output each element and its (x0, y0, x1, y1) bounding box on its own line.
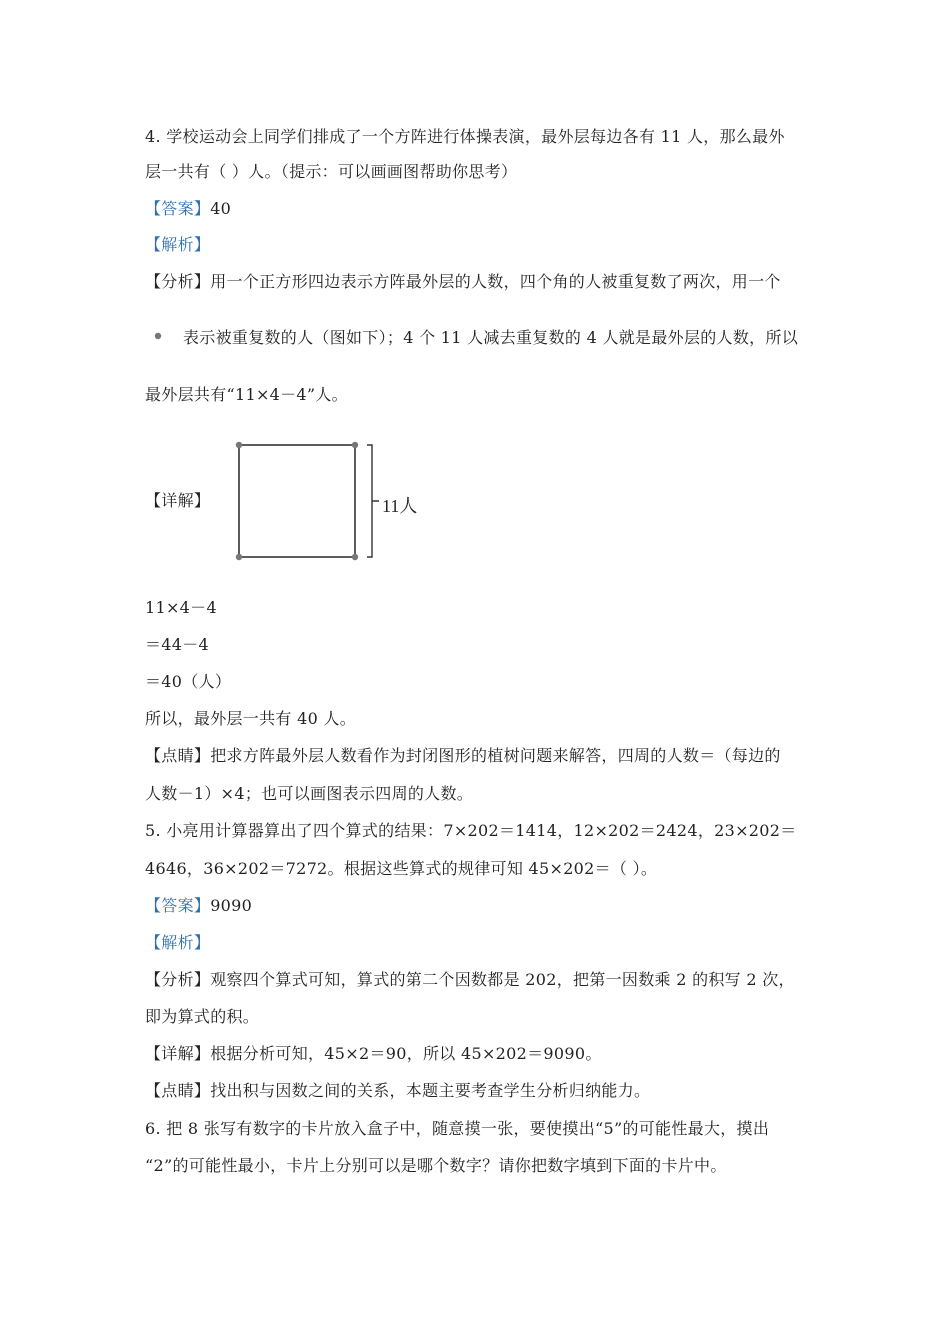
answer-tag: 【答案】 (145, 896, 211, 915)
dianjing-text: 找出积与因数之间的关系，本题主要考查学生分析归纳能力。 (210, 1081, 651, 1100)
q4-xiangjie-tag: 【详解】 (145, 491, 211, 510)
square-diagram (230, 435, 440, 570)
corner-dot (236, 442, 242, 448)
fenxi-text: 用一个正方形四边表示方阵最外层的人数，四个角的人被重复数了两次，用一个 (210, 272, 781, 291)
q4-calc-1: 11×4－4 (145, 598, 217, 617)
square-outline (239, 445, 355, 557)
q4-answer (145, 198, 231, 220)
dianjing-tag: 【点睛】 (145, 1081, 211, 1100)
xiangjie-text: 根据分析可知，45×2＝90，所以 45×202＝9090。 (210, 1044, 602, 1063)
q4-question-line1: 4. 学校运动会上同学们排成了一个方阵进行体操表演，最外层每边各有 11 人，那么最外 (145, 127, 785, 146)
q5-question-line1: 5. 小亮用计算器算出了四个算式的结果：7×202＝1414，12×202＝2424，23×202＝ (145, 821, 797, 840)
answer-tag: 【答案】 (145, 199, 211, 218)
q6-question-line1: 6. 把 8 张写有数字的卡片放入盒子中，随意摸一张，要使摸出“5”的可能性最大，摸出 (145, 1119, 770, 1138)
dianjing-tag: 【点睛】 (145, 746, 211, 765)
xiangjie-tag: 【详解】 (145, 1044, 211, 1063)
q5-dianjing (145, 1080, 650, 1102)
q5-xiangjie (145, 1043, 602, 1065)
answer-value: 9090 (210, 896, 253, 915)
q4-fenxi-line1 (145, 271, 781, 293)
answer-value: 40 (210, 199, 232, 218)
q4-calc-3: ＝40（人） (145, 672, 232, 691)
brace (367, 445, 379, 557)
q4-dianjing-line2: 人数－1）×4；也可以画图表示四周的人数。 (145, 784, 474, 803)
q4-fenxi-line3: 最外层共有“11×4－4”人。 (145, 385, 348, 404)
corner-dot (352, 442, 358, 448)
q4-jiexi-tag: 【解析】 (145, 235, 211, 254)
diagram-label: 11人 (382, 496, 418, 516)
q5-question-line2: 4646，36×202＝7272。根据这些算式的规律可知 45×202＝（ ）。 (145, 859, 658, 878)
fenxi-tag: 【分析】 (145, 272, 211, 291)
fenxi-tag: 【分析】 (145, 970, 211, 989)
dianjing-text: 把求方阵最外层人数看作为封闭图形的植树问题来解答，四周的人数＝（每边的 (210, 746, 781, 765)
q4-question-line2: 层一共有（ ）人。（提示：可以画画图帮助你思考） (145, 162, 518, 181)
dot-icon (150, 330, 166, 342)
fenxi-text: 观察四个算式可知，算式的第二个因数都是 202，把第一因数乘 2 的积写 2 次， (210, 970, 795, 989)
q5-answer (145, 895, 252, 917)
corner-dot (236, 554, 242, 560)
q6-question-line2: “2”的可能性最小，卡片上分别可以是哪个数字？请你把数字填到下面的卡片中。 (145, 1156, 727, 1175)
q4-calc-2: ＝44－4 (145, 635, 210, 654)
q5-fenxi-line2: 即为算式的积。 (145, 1007, 260, 1026)
q4-fenxi-line2: 表示被重复数的人（图如下）；4 个 11 人减去重复数的 4 人就是最外层的人数，所以 (183, 328, 799, 347)
q4-dianjing-line1 (145, 745, 781, 767)
q4-conclusion: 所以，最外层一共有 40 人。 (145, 709, 357, 728)
q5-jiexi-tag: 【解析】 (145, 933, 211, 952)
corner-dot (352, 554, 358, 560)
q5-fenxi-line1 (145, 969, 795, 991)
